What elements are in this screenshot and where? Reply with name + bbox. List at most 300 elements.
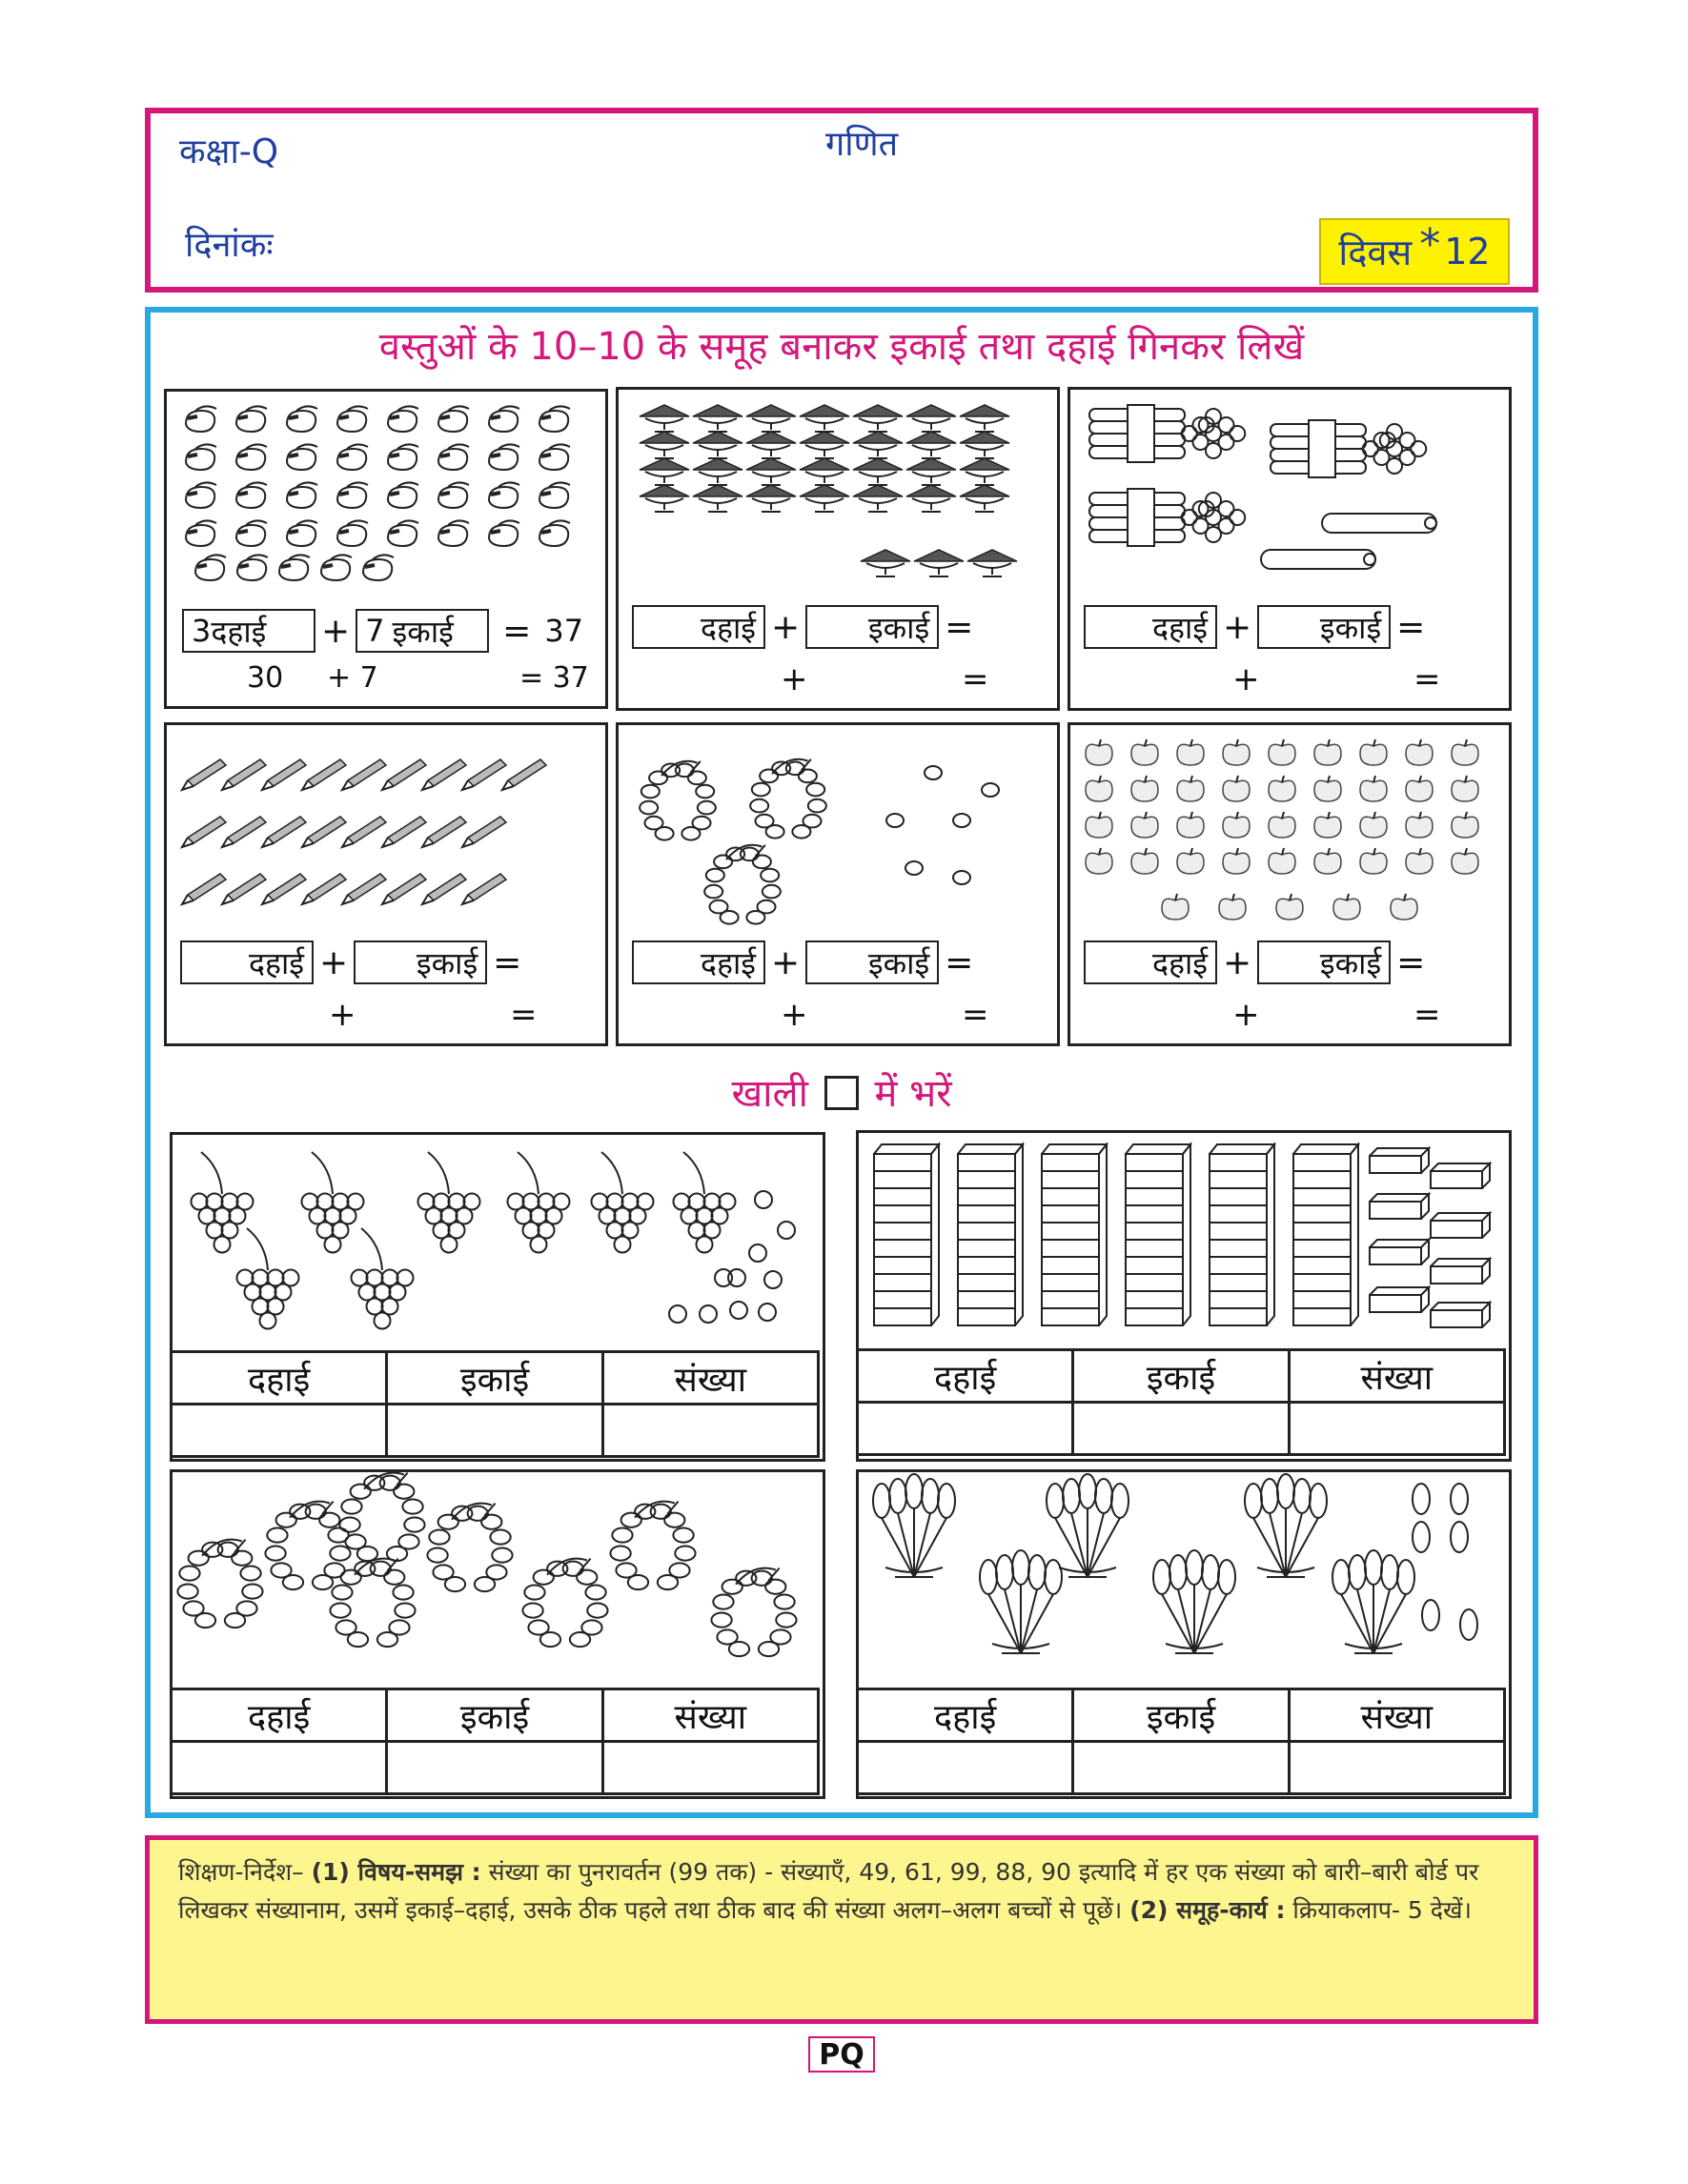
- grape-bunch-icon: [592, 1152, 654, 1253]
- panel-apples: [1068, 722, 1512, 1046]
- loose-bead-icon: [982, 783, 999, 797]
- lamp-icon: [640, 458, 689, 485]
- instruction-bold-1: (1) विषय-समझ :: [311, 1858, 481, 1886]
- bead-necklace-icon: [610, 1502, 695, 1590]
- mango-icon: [186, 444, 216, 470]
- ones-box[interactable]: इकाई: [805, 940, 939, 984]
- pencil-icon: [342, 759, 386, 790]
- row2-equals: =: [1413, 996, 1441, 1034]
- plus-sign: +: [321, 611, 351, 651]
- tens-box[interactable]: दहाई: [180, 940, 314, 984]
- lamp-icon: [640, 405, 689, 432]
- equation-row: [1084, 940, 1431, 984]
- mango-icon: [539, 444, 570, 470]
- grape-bunch-icon: [192, 1152, 254, 1253]
- pencil-icon: [302, 817, 346, 847]
- balloon-bunch-icon: [980, 1550, 1062, 1653]
- pencil-icon: [182, 817, 226, 847]
- equals-sign: =: [502, 611, 532, 651]
- answer-table: [170, 1688, 820, 1795]
- apple-icon: [1276, 894, 1303, 920]
- lamp-icon: [960, 485, 1009, 512]
- bead-necklace-icon: [427, 1504, 512, 1592]
- table-header-cell: इकाई: [387, 1689, 602, 1742]
- apple-icon: [1360, 812, 1387, 838]
- row2-equals: =: [510, 996, 538, 1034]
- bead-necklace-icon: [330, 1559, 415, 1648]
- pencil-icon: [422, 874, 466, 904]
- apple-icon: [1223, 848, 1250, 874]
- lamp-icon: [906, 432, 956, 458]
- mango-icon: [438, 406, 469, 432]
- answer-cell[interactable]: [172, 1742, 387, 1794]
- plus-sign: +: [319, 942, 349, 982]
- mango-icon: [438, 520, 469, 546]
- equals-sign: =: [493, 942, 522, 982]
- tens-box[interactable]: [182, 609, 315, 653]
- pencil-icon: [182, 759, 226, 790]
- stick-bundle-icon: [1271, 420, 1426, 477]
- apple-icon: [1406, 848, 1433, 874]
- lamp-icon: [800, 458, 849, 485]
- table-header-cell: दहाई: [858, 1350, 1073, 1403]
- apple-icon-grid: [1070, 725, 1509, 944]
- pencil-icon: [382, 874, 426, 904]
- apple-icon: [1131, 739, 1158, 765]
- answer-cell[interactable]: [602, 1742, 818, 1794]
- equation-row: [1084, 605, 1431, 649]
- loose-balloon-icon: [1451, 1484, 1468, 1514]
- table-header-cell: दहाई: [858, 1689, 1073, 1742]
- section2-title-before: खाली: [731, 1072, 808, 1116]
- mango-icon: [287, 406, 317, 432]
- pencil-icon: [222, 817, 266, 847]
- table-header-cell: इकाई: [387, 1352, 602, 1405]
- row2-tens: 30: [247, 661, 284, 695]
- pencil-icon: [462, 817, 506, 847]
- mango-icon: [279, 555, 310, 580]
- bead-necklace-icon: [265, 1502, 350, 1590]
- lamp-icon: [800, 485, 849, 512]
- pencil-icon: [382, 817, 426, 847]
- panel-blocks: [856, 1130, 1512, 1462]
- tens-box[interactable]: दहाई: [632, 605, 765, 649]
- stick-bundle-icon: [1089, 405, 1245, 462]
- block-tower-icon: [1042, 1144, 1107, 1325]
- bead-necklace-icon: [711, 1568, 796, 1657]
- apple-icon: [1360, 776, 1387, 801]
- table-header-cell: संख्या: [602, 1352, 818, 1405]
- mango-icon: [337, 520, 368, 546]
- instruction-text-3: क्रियाकलाप- 5 देखें।: [1285, 1896, 1472, 1924]
- single-block-icon: [1370, 1148, 1429, 1173]
- pencil-icon: [422, 759, 466, 790]
- lamp-icon: [914, 550, 964, 576]
- pencil-icon: [342, 874, 386, 904]
- grape-bunch-icon: [674, 1152, 736, 1253]
- bead-necklace-icon: [704, 845, 781, 924]
- mango-icon: [539, 482, 570, 508]
- plus-sign: +: [771, 942, 801, 982]
- bead-necklace-icon-grid: [619, 725, 1057, 944]
- ones-label: इकाई: [392, 613, 454, 650]
- bead-necklace-icon: [750, 759, 826, 839]
- block-tower-icon: [1293, 1144, 1358, 1325]
- mango-icon: [438, 482, 469, 508]
- loose-grape-icon: [700, 1305, 717, 1323]
- apple-icon: [1177, 776, 1204, 801]
- lamp-icon: [853, 458, 903, 485]
- lamp-icon: [640, 485, 689, 512]
- lamp-icon: [800, 405, 849, 432]
- apple-icon: [1086, 848, 1112, 874]
- apple-icon: [1314, 739, 1341, 765]
- block-tower-icon: [1210, 1144, 1274, 1325]
- lamp-icon: [746, 432, 796, 458]
- apple-icon: [1314, 812, 1341, 838]
- table-answer-row: [172, 1405, 819, 1457]
- table-answer-row: [858, 1403, 1505, 1455]
- balloon-bunch-icon: [1047, 1474, 1129, 1577]
- panel-grapes: [170, 1132, 825, 1462]
- equals-sign: =: [1396, 607, 1426, 647]
- tens-box[interactable]: दहाई: [632, 940, 765, 984]
- panel-mangoes: [164, 389, 608, 709]
- mango-icon: [539, 520, 570, 546]
- ones-box[interactable]: इकाई: [1257, 940, 1391, 984]
- apple-icon: [1360, 739, 1387, 765]
- grape-bunch-icon-grid: [173, 1135, 823, 1352]
- loose-bead-icon: [886, 814, 904, 827]
- answer-table: [856, 1688, 1506, 1795]
- lamp-icon: [960, 405, 1009, 432]
- table-header-cell: दहाई: [172, 1352, 387, 1405]
- apple-icon: [1452, 848, 1478, 874]
- apple-icon: [1131, 812, 1158, 838]
- panel-beads: [616, 722, 1060, 1046]
- row2-plus: +: [1232, 996, 1260, 1034]
- lamp-icon: [861, 550, 910, 576]
- block-tower-icon: [958, 1144, 1023, 1325]
- pencil-icon: [422, 817, 466, 847]
- apple-icon: [1406, 776, 1433, 801]
- lamp-icon: [746, 458, 796, 485]
- panel-balloons: [856, 1469, 1512, 1799]
- answer-cell[interactable]: [858, 1742, 1073, 1794]
- tens-box[interactable]: दहाई: [1084, 605, 1217, 649]
- row2-equals: =: [962, 660, 989, 698]
- loose-bead-icon: [953, 871, 970, 884]
- grape-bunch-icon: [352, 1228, 414, 1329]
- row2-equals: =: [962, 996, 989, 1034]
- apple-icon: [1452, 776, 1478, 801]
- row2-equals: =: [1413, 660, 1441, 698]
- answer-cell[interactable]: [387, 1405, 602, 1457]
- ones-box[interactable]: इकाई: [354, 940, 487, 984]
- loose-bead-icon: [925, 766, 942, 779]
- pencil-icon-grid: [167, 725, 605, 944]
- apple-icon: [1086, 739, 1112, 765]
- pencil-icon: [222, 759, 266, 790]
- lamp-icon: [853, 432, 903, 458]
- section1-title: वस्तुओं के 10–10 के समूह बनाकर इकाई तथा दहाई गिनकर लिखें: [378, 325, 1305, 369]
- loose-bead-icon: [905, 861, 923, 875]
- apple-icon: [1086, 812, 1112, 838]
- lamp-icon: [906, 405, 956, 432]
- tens-box[interactable]: दहाई: [1084, 940, 1217, 984]
- row2-result: = 37: [519, 661, 589, 695]
- pencil-icon: [182, 874, 226, 904]
- mango-icon: [337, 482, 368, 508]
- instruction-text-2: संख्या का पुनरावर्तन (99 तक) - संख्याएँ, 49, 61, 99, 88, 90 इत्यादि में हर एक संख्या को बारी–बारी बोर्ड पर लिखकर संख्यानाम, उसमें इकाई–दहाई, उसके ठीक पहले तथा ठीक बाद की संख्या अलग–अलग बच्चों से पूछें।: [178, 1858, 1479, 1924]
- loose-balloon-icon: [1451, 1522, 1468, 1552]
- single-block-icon: [1370, 1287, 1429, 1312]
- mango-icon: [337, 444, 368, 470]
- answer-cell[interactable]: [1289, 1742, 1504, 1794]
- mango-icon: [287, 482, 317, 508]
- apple-icon: [1452, 739, 1478, 765]
- mango-icon: [388, 444, 418, 470]
- table-answer-row: [172, 1742, 819, 1794]
- table-header-row: [858, 1350, 1505, 1403]
- apple-icon: [1314, 776, 1341, 801]
- mango-icon: [236, 444, 267, 470]
- grape-bunch-icon: [237, 1228, 299, 1329]
- table-header-cell: संख्या: [602, 1689, 818, 1742]
- panel-sticks: [1068, 387, 1512, 711]
- loose-grape-icon: [764, 1271, 782, 1288]
- bead-necklace-icon: [522, 1559, 607, 1648]
- apple-icon: [1177, 812, 1204, 838]
- pencil-icon: [302, 874, 346, 904]
- single-block-icon: [1370, 1194, 1429, 1219]
- pencil-icon: [262, 817, 306, 847]
- mango-icon: [388, 482, 418, 508]
- mango-icon: [287, 444, 317, 470]
- stick-bundle-icon-grid: [1070, 390, 1509, 609]
- apple-icon: [1131, 776, 1158, 801]
- balloon-bunch-icon: [1332, 1550, 1414, 1653]
- teaching-instructions: [145, 1835, 1538, 2024]
- ones-box[interactable]: इकाई: [1257, 605, 1391, 649]
- apple-icon: [1219, 894, 1246, 920]
- lamp-icon: [960, 458, 1009, 485]
- row2-plus: +: [781, 996, 808, 1034]
- apple-icon: [1177, 739, 1204, 765]
- stick-icon: [1261, 550, 1375, 569]
- block-tower-icon-grid: [859, 1133, 1509, 1350]
- apple-icon: [1452, 812, 1478, 838]
- result-value: 37: [544, 613, 584, 649]
- equals-sign: =: [945, 942, 974, 982]
- day-badge: [1319, 218, 1510, 285]
- mango-icon: [186, 406, 216, 432]
- single-block-icon: [1431, 1213, 1490, 1238]
- day-star: *: [1419, 219, 1441, 269]
- answer-cell[interactable]: [1073, 1742, 1289, 1794]
- answer-cell[interactable]: [858, 1403, 1073, 1455]
- answer-cell[interactable]: [1073, 1403, 1289, 1455]
- class-label: कक्षा-Q: [179, 132, 279, 172]
- answer-cell[interactable]: [172, 1405, 387, 1457]
- stick-icon: [1322, 514, 1436, 533]
- loose-balloon-icon: [1422, 1600, 1439, 1630]
- panel-lamps: [616, 387, 1060, 711]
- page-number: PQ: [808, 2036, 875, 2073]
- table-header-cell: इकाई: [1073, 1689, 1289, 1742]
- equation-row: [632, 605, 979, 649]
- row2-plus: +: [781, 660, 808, 698]
- panel-garlands: [170, 1469, 825, 1799]
- balloon-bunch-icon-grid: [859, 1472, 1509, 1689]
- mango-icon: [489, 520, 519, 546]
- single-block-icon: [1370, 1240, 1429, 1264]
- loose-bead-icon: [953, 814, 970, 827]
- row2-plus: +: [1232, 660, 1260, 698]
- table-header-row: [172, 1352, 819, 1405]
- table-header-cell: संख्या: [1289, 1689, 1504, 1742]
- plus-sign: +: [1223, 942, 1252, 982]
- plus-sign: +: [1223, 607, 1252, 647]
- lamp-icon: [967, 550, 1017, 576]
- mango-icon: [337, 406, 368, 432]
- grape-bunch-icon: [302, 1152, 364, 1253]
- table-header-row: [172, 1689, 819, 1742]
- section2-title: [151, 1065, 1533, 1118]
- mango-icon: [236, 520, 267, 546]
- equation-row: [632, 940, 979, 984]
- lamp-icon-grid: [619, 390, 1057, 609]
- bead-necklace-icon: [339, 1473, 424, 1562]
- lamp-icon: [693, 485, 742, 512]
- tens-value: 3: [192, 613, 212, 649]
- block-tower-icon: [1126, 1144, 1190, 1325]
- ones-box[interactable]: [356, 609, 489, 653]
- answer-cell[interactable]: [1289, 1403, 1504, 1455]
- pencil-icon: [382, 759, 426, 790]
- apple-icon: [1333, 894, 1360, 920]
- pencil-icon: [462, 759, 506, 790]
- mango-icon: [388, 520, 418, 546]
- pencil-icon: [302, 759, 346, 790]
- ones-box[interactable]: इकाई: [805, 605, 939, 649]
- header-box: [145, 108, 1538, 293]
- apple-icon: [1131, 848, 1158, 874]
- loose-grape-icon: [749, 1244, 766, 1262]
- mango-icon: [489, 444, 519, 470]
- loose-balloon-icon: [1413, 1522, 1430, 1552]
- bead-necklace-icon: [177, 1540, 262, 1628]
- apple-icon: [1086, 776, 1112, 801]
- balloon-bunch-icon: [1245, 1474, 1327, 1577]
- apple-icon: [1162, 894, 1189, 920]
- lamp-icon: [906, 458, 956, 485]
- section2-title-after: में भरें: [874, 1072, 952, 1116]
- apple-icon: [1223, 739, 1250, 765]
- apple-icon: [1223, 776, 1250, 801]
- lamp-icon: [640, 432, 689, 458]
- lamp-icon: [693, 405, 742, 432]
- mango-icon: [388, 406, 418, 432]
- pencil-icon: [502, 759, 546, 790]
- apple-icon: [1360, 848, 1387, 874]
- loose-grape-icon: [730, 1302, 747, 1319]
- lamp-icon: [853, 485, 903, 512]
- apple-icon: [1406, 812, 1433, 838]
- table-header-row: [858, 1689, 1505, 1742]
- mango-icon: [363, 555, 394, 580]
- mango-icon: [195, 555, 226, 580]
- pencil-icon: [342, 817, 386, 847]
- pencil-icon: [222, 874, 266, 904]
- pencil-icon: [262, 759, 306, 790]
- apple-icon: [1223, 812, 1250, 838]
- subject-label: गणित: [825, 125, 899, 164]
- lamp-icon: [800, 432, 849, 458]
- loose-grape-icon: [759, 1304, 776, 1321]
- balloon-bunch-icon: [873, 1474, 955, 1577]
- mango-icon: [539, 406, 570, 432]
- apple-icon: [1177, 848, 1204, 874]
- instruction-text-1: शिक्षण-निर्देश–: [178, 1858, 312, 1886]
- lamp-icon: [746, 405, 796, 432]
- mango-icon: [287, 520, 317, 546]
- answer-cell[interactable]: [602, 1405, 818, 1457]
- loose-balloon-icon: [1460, 1609, 1477, 1640]
- apple-icon: [1269, 812, 1295, 838]
- stick-bundle-icon: [1089, 489, 1245, 546]
- lamp-icon: [746, 485, 796, 512]
- day-label: दिवस: [1338, 232, 1413, 273]
- worksheet-frame: [145, 307, 1538, 1818]
- equation-row: [182, 609, 583, 653]
- grape-bunch-icon: [508, 1152, 570, 1253]
- date-label: दिनांकः: [185, 226, 274, 265]
- apple-icon: [1269, 739, 1295, 765]
- day-number: 12: [1444, 231, 1491, 273]
- single-block-icon: [1431, 1259, 1490, 1284]
- apple-icon: [1391, 894, 1417, 920]
- ones-value: 7: [365, 613, 385, 649]
- mango-icon: [186, 520, 216, 546]
- mango-icon: [236, 406, 267, 432]
- row2-plus: + 7: [327, 661, 378, 695]
- table-header-cell: दहाई: [172, 1689, 387, 1742]
- bead-necklace-icon-grid: [173, 1472, 823, 1689]
- apple-icon: [1314, 848, 1341, 874]
- lamp-icon: [960, 432, 1009, 458]
- single-block-icon: [1431, 1163, 1490, 1188]
- table-header-cell: इकाई: [1073, 1350, 1289, 1403]
- loose-grape-icon: [715, 1269, 732, 1286]
- mango-icon: [489, 482, 519, 508]
- tens-label: दहाई: [211, 613, 267, 650]
- row2-plus: +: [329, 996, 356, 1034]
- equals-sign: =: [1396, 942, 1426, 982]
- apple-icon: [1269, 776, 1295, 801]
- lamp-icon: [693, 458, 742, 485]
- apple-icon: [1269, 848, 1295, 874]
- mango-icon: [489, 406, 519, 432]
- mango-icon: [186, 482, 216, 508]
- lamp-icon: [693, 432, 742, 458]
- table-header-cell: संख्या: [1289, 1350, 1504, 1403]
- answer-table: [856, 1348, 1506, 1456]
- answer-cell[interactable]: [387, 1742, 602, 1794]
- pencil-icon: [262, 874, 306, 904]
- table-answer-row: [858, 1742, 1505, 1794]
- panel-pencils: [164, 722, 608, 1046]
